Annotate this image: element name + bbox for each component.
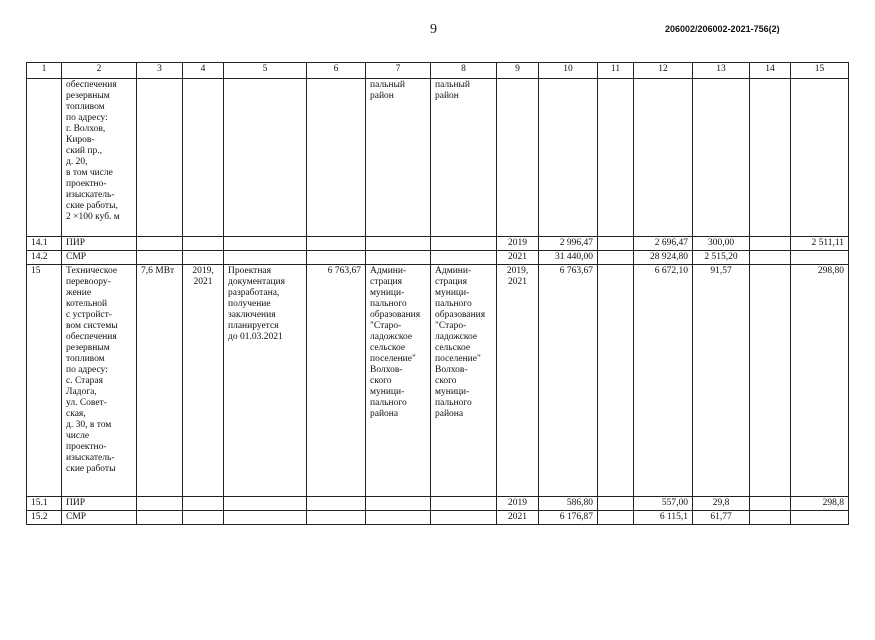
value-col15: 298,80: [791, 265, 849, 497]
year-cell: 2021: [497, 511, 539, 525]
row-number: 15.1: [27, 497, 62, 511]
column-number-row: [27, 63, 849, 79]
value-regional: 557,00: [634, 497, 693, 511]
col-num-14: 14: [750, 63, 791, 79]
col-num-11: 11: [598, 63, 634, 79]
value-regional: 28 924,80: [634, 251, 693, 265]
row-number: 15: [27, 265, 62, 497]
value-local: 2 515,20: [693, 251, 750, 265]
value-local: 29,8: [693, 497, 750, 511]
row-name: СМР: [62, 251, 137, 265]
col-num-6: 6: [307, 63, 366, 79]
value-total: 586,80: [539, 497, 598, 511]
col-num-3: 3: [137, 63, 183, 79]
value-regional: 6 672,10: [634, 265, 693, 497]
contractor-cell: Админи- страция муници- пального образования "Старо- ладожское сельское поселение" Волхов- ского муници- пального района: [431, 265, 497, 497]
value-total: 2 996,47: [539, 237, 598, 251]
col-num-8: 8: [431, 63, 497, 79]
col-num-7: 7: [366, 63, 431, 79]
col-num-13: 13: [693, 63, 750, 79]
document-code: 206002/206002-2021-756(2): [665, 24, 780, 34]
value-local: 61,77: [693, 511, 750, 525]
col-num-1: 1: [27, 63, 62, 79]
value-regional: 6 115,1: [634, 511, 693, 525]
customer-cell: пальный район: [366, 79, 431, 237]
value-col15: 298,8: [791, 497, 849, 511]
col-num-15: 15: [791, 63, 849, 79]
object-description: Техническое перевоору- жение котельной с устройст- вом системы обеспечения резервным топливом по адресу: с. Старая Ладога, ул. Совет- ская, д. 30, в том числе проектно- изыскатель- ские работы: [62, 265, 137, 497]
table-row: [27, 265, 849, 497]
value-total: 6 176,87: [539, 511, 598, 525]
value-regional: 2 696,47: [634, 237, 693, 251]
col-num-10: 10: [539, 63, 598, 79]
year-cell: 2019, 2021: [497, 265, 539, 497]
year-cell: 2019: [497, 237, 539, 251]
row-number: 14.1: [27, 237, 62, 251]
value-local: 300,00: [693, 237, 750, 251]
value-total: 6 763,67: [539, 265, 598, 497]
value-col15: 2 511,11: [791, 237, 849, 251]
col-num-9: 9: [497, 63, 539, 79]
row-name: СМР: [62, 511, 137, 525]
table-row: [27, 79, 849, 237]
col-num-12: 12: [634, 63, 693, 79]
table-row: [27, 497, 849, 511]
year-cell: 2021: [497, 251, 539, 265]
table-row: [27, 511, 849, 525]
status-cell: Проектная документация разработана, получение заключения планируется до 01.03.2021: [224, 265, 307, 497]
col-num-2: 2: [62, 63, 137, 79]
row-name: ПИР: [62, 237, 137, 251]
object-description: обеспечения резервным топливом по адресу: г. Волхов, Киров- ский пр., д. 20, в том числе проектно- изыскатель- ские работы, 2 ×100 куб. м: [62, 79, 137, 237]
capacity-cell: 7,6 МВт: [137, 265, 183, 497]
row-number: 15.2: [27, 511, 62, 525]
value-total: 31 440,00: [539, 251, 598, 265]
year-cell: 2019: [497, 497, 539, 511]
period-cell: 2019, 2021: [183, 265, 224, 497]
customer-cell: Админи- страция муници- пального образования "Старо- ладожское сельское поселение" Волхов- ского муници- пального района: [366, 265, 431, 497]
value-local: 91,57: [693, 265, 750, 497]
row-name: ПИР: [62, 497, 137, 511]
cost-cell: 6 763,67: [307, 265, 366, 497]
program-table: [26, 62, 849, 525]
col-num-5: 5: [224, 63, 307, 79]
table-row: [27, 251, 849, 265]
col-num-4: 4: [183, 63, 224, 79]
contractor-cell: пальный район: [431, 79, 497, 237]
page-number: 9: [430, 22, 437, 37]
table-row: [27, 237, 849, 251]
row-number: 14.2: [27, 251, 62, 265]
